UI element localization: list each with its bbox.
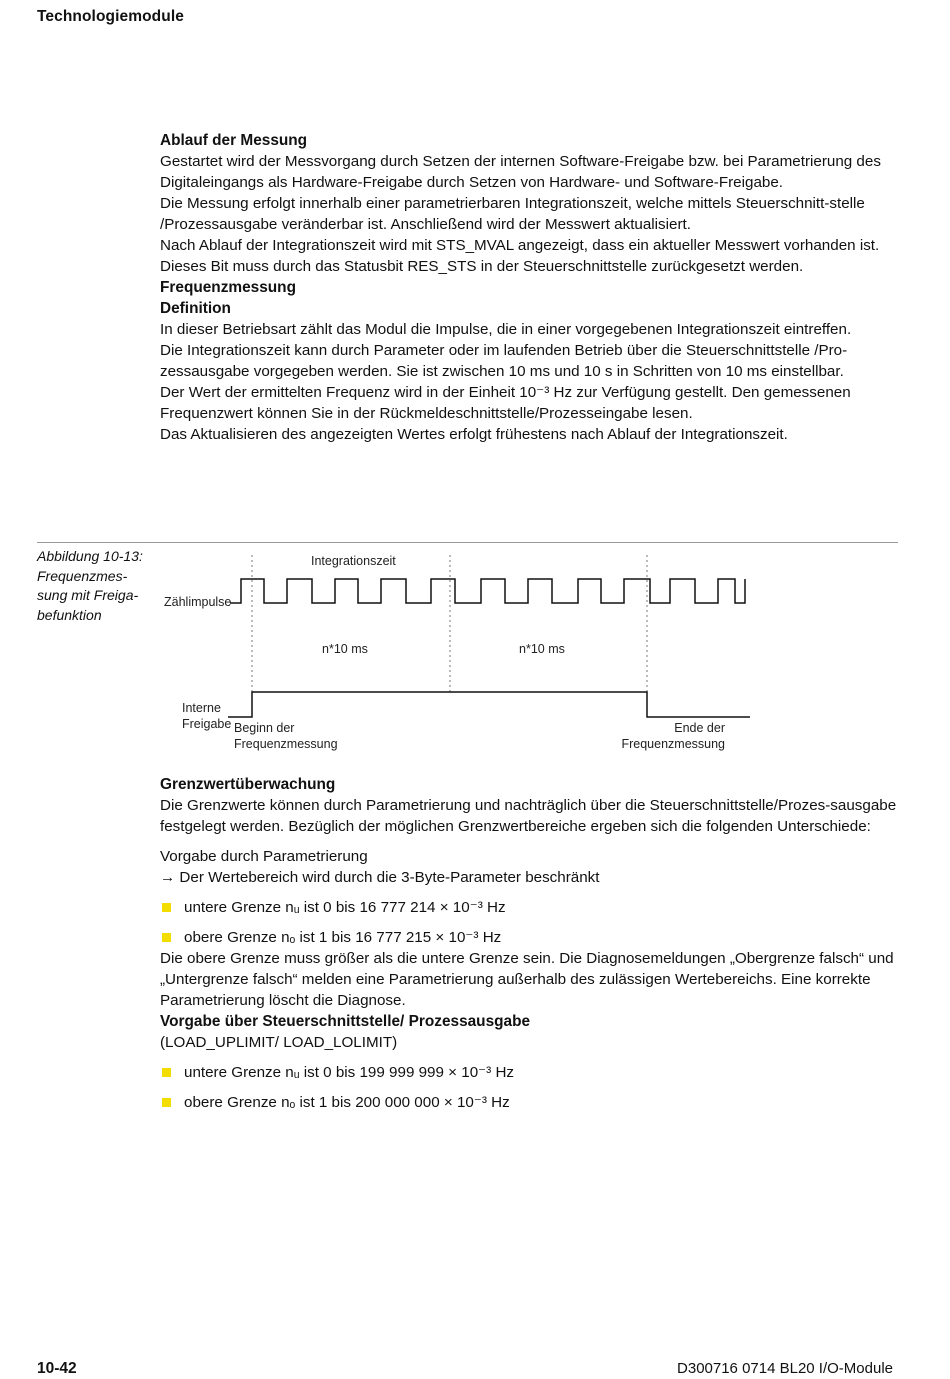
page-number: 10-42	[37, 1360, 77, 1377]
paragraph-integration-time: Die Messung erfolgt innerhalb einer parametrierbaren Integrationszeit, welche mittels Steuerschnitt-stelle /Prozessausgabe veränderbar ist. Anschließend wird der Messwert aktualisiert.	[160, 195, 865, 233]
label-beginn-line1: Beginn der	[234, 721, 295, 735]
bullet-square-icon	[162, 1068, 171, 1077]
vorgabe-line: Vorgabe durch Parametrierung	[160, 848, 368, 865]
paragraph-start-measurement: Gestartet wird der Messvorgang durch Setzen der internen Software-Freigabe bzw. bei Parametrierung des Digitaleingangs als Hardware-Freigabe durch Setzen von Hardware- und Software-Freigabe.	[160, 153, 881, 191]
count-pulse-signal	[230, 579, 745, 603]
paragraph-update: Das Aktualisieren des angezeigten Wertes erfolgt frühestens nach Ablauf der Integrationszeit.	[160, 426, 788, 443]
text-column-bottom	[160, 774, 898, 1113]
label-n10ms-first: n*10 ms	[322, 642, 368, 656]
bullet-square-icon	[162, 933, 171, 942]
paragraph-sts-mval: Nach Ablauf der Integrationszeit wird mit STS_MVAL angezeigt, dass ein aktueller Messwert vorhanden ist. Dieses Bit muss durch das Statusbit RES_STS in der Steuerschnittstelle zurückgesetzt werden.	[160, 237, 880, 275]
list-item	[160, 1062, 898, 1083]
heading-definition: Definition	[160, 300, 231, 317]
label-integrationszeit: Integrationszeit	[311, 554, 396, 568]
list-item-text: untere Grenze nᵤ ist 0 bis 199 999 999 × 10⁻³ Hz	[184, 1064, 515, 1081]
list-item	[160, 927, 898, 948]
caption-line: Frequenzmes-	[37, 567, 128, 584]
label-ende-line1: Ende der	[674, 721, 725, 735]
label-n10ms-second: n*10 ms	[519, 642, 565, 656]
list-item-text: obere Grenze nₒ ist 1 bis 16 777 215 × 10⁻³ Hz	[184, 929, 502, 946]
timing-diagram	[160, 545, 780, 760]
internal-enable-signal	[228, 692, 750, 717]
paragraph-diagnostics: Die obere Grenze muss größer als die untere Grenze sein. Die Diagnosemeldungen „Obergrenze falsch“ und „Untergrenze falsch“ melden eine Parametrierung außerhalb des zulässigen Wertebereichs. Eine korrekte Parametrierung löscht die Diagnose.	[160, 950, 894, 1009]
paragraph-limit-values: Die Grenzwerte können durch Parametrierung und nachträglich über die Steuerschnittstelle/Prozes-sausgabe festgelegt werden. Bezüglich der möglichen Grenzwertbereiche ergeben sich die folgenden Unterschiede:	[160, 797, 897, 835]
heading-grenzwertueberwachung: Grenzwertüberwachung	[160, 776, 336, 793]
caption-line: Abbildung 10-13:	[37, 548, 143, 564]
label-interne: Interne	[182, 701, 221, 715]
list-item	[160, 1092, 898, 1113]
parametrization-block	[160, 846, 898, 888]
caption-line: befunktion	[37, 606, 102, 623]
list-item	[160, 897, 898, 918]
figure-caption	[37, 547, 155, 625]
paragraph-load-limits: (LOAD_UPLIMIT/ LOAD_LOLIMIT)	[160, 1034, 398, 1051]
list-item-text: untere Grenze nᵤ ist 0 bis 16 777 214 × 10⁻³ Hz	[184, 899, 506, 916]
paragraph-integration-setting: Die Integrationszeit kann durch Parameter oder im laufenden Betrieb über die Steuerschnittstelle /Pro-zessausgabe vorgegeben werden. Sie ist zwischen 10 ms und 10 s in Schritten von 10 ms einstellbar.	[160, 342, 848, 380]
heading-steuerschnittstelle: Vorgabe über Steuerschnittstelle/ Prozessausgabe	[160, 1013, 531, 1030]
list-item-text: obere Grenze nₒ ist 1 bis 200 000 000 × 10⁻³ Hz	[184, 1094, 510, 1111]
bullet-square-icon	[162, 903, 171, 912]
bullet-square-icon	[162, 1098, 171, 1107]
heading-ablauf-der-messung: Ablauf der Messung	[160, 132, 308, 149]
label-beginn-line2: Frequenzmessung	[234, 737, 338, 751]
text-column-top	[160, 130, 898, 445]
heading-frequenzmessung: Frequenzmessung	[160, 279, 296, 296]
running-header-title: Technologiemodule	[37, 8, 184, 25]
label-zaehlimpulse: Zählimpulse	[164, 595, 232, 609]
paragraph-frequency-unit: Der Wert der ermittelten Frequenz wird in der Einheit 10⁻³ Hz zur Verfügung gestellt. Den gemessenen Frequenzwert können Sie in der Rückmeldeschnittstelle/Prozesseingabe lesen.	[160, 384, 851, 422]
label-freigabe: Freigabe	[182, 717, 232, 731]
paragraph-operating-mode: In dieser Betriebsart zählt das Modul die Impulse, die in einer vorgegebenen Integrationszeit eintreffen.	[160, 321, 852, 338]
caption-line: sung mit Freiga-	[37, 587, 139, 603]
figure-divider	[37, 542, 898, 543]
document-info: D300716 0714 BL20 I/O-Module	[677, 1360, 893, 1377]
label-ende-line2: Frequenzmessung	[621, 737, 725, 751]
vorgabe-arrow-line: → Der Wertebereich wird durch die 3-Byte-Parameter beschränkt	[160, 869, 600, 886]
